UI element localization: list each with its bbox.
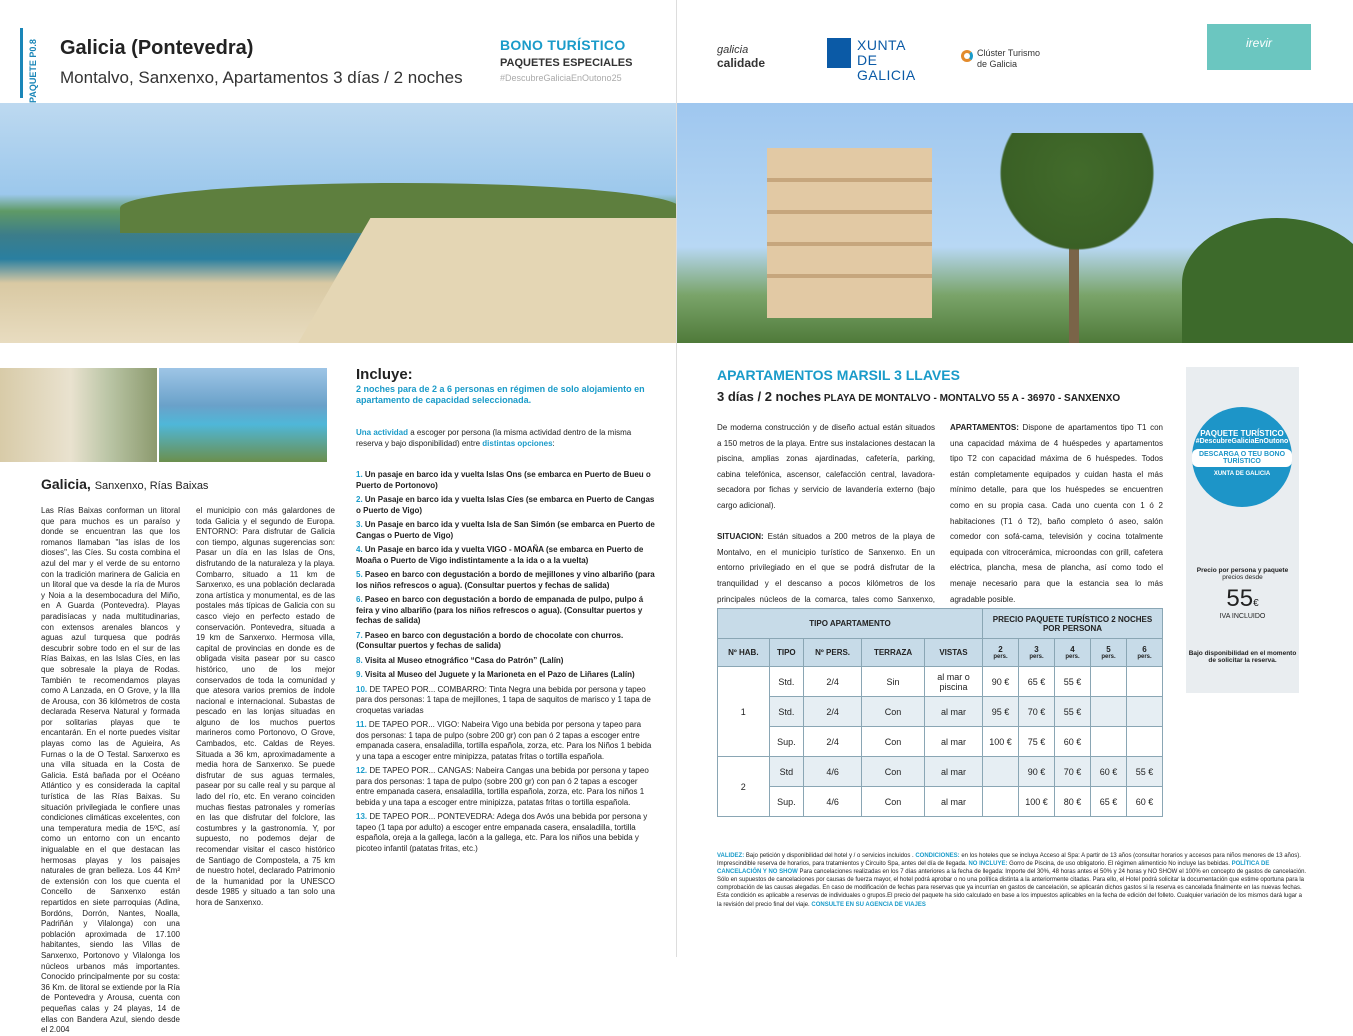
table-cell-price: 60 €: [1055, 727, 1091, 757]
hotel-photo: [677, 103, 1353, 343]
incluye-lead: 2 noches para de 2 a 6 personas en régimen de solo alojamiento en apartamento de capacidad seleccionada.: [356, 384, 645, 405]
table-cell-price: 70 €: [1019, 697, 1055, 727]
table-pers-header: 6 pers.: [1127, 639, 1163, 667]
table-cell-price: 100 €: [1019, 787, 1055, 817]
package-code: PAQUETE P0.8: [28, 39, 38, 103]
table-cell-vistas: al mar: [925, 727, 983, 757]
table-cell-price: 60 €: [1091, 757, 1127, 787]
activity-item: 8. Visita al Museo etnográfico “Casa do Patrón” (Lalín): [356, 655, 564, 665]
table-cell-hab: 2: [718, 757, 770, 817]
activity-item: 1. Un pasaje en barco ida y vuelta Islas Ons (se embarca en Puerto de Bueu o Puerto de Portonovo): [356, 470, 651, 490]
table-cell-price: 55 €: [1127, 757, 1163, 787]
table-cell-vistas: al mar: [925, 757, 983, 787]
table-cell-price: 75 €: [1019, 727, 1055, 757]
table-col-header: Nº PERS.: [804, 639, 862, 667]
bono-header: [500, 37, 632, 83]
bono-title: BONO TURÍSTICO: [500, 37, 626, 53]
activity-item: 4. Un Pasaje en barco ida y vuelta VIGO - MOAÑA (se embarca en Puerto de Moaña o Puerto de Vigo indistintamente a la ida o a la vuelta): [356, 545, 644, 565]
promo-sidebar: [1186, 367, 1299, 693]
table-cell-price: 70 €: [1055, 757, 1091, 787]
table-cell-price: 90 €: [1019, 757, 1055, 787]
table-cell-price: [983, 787, 1019, 817]
table-col-header: TERRAZA: [862, 639, 925, 667]
activities-list: [356, 470, 656, 858]
table-row: [718, 667, 1163, 697]
activity-item: 3. Un Pasaje en barco ida y vuelta Isla de San Simón (se embarca en Puerto de Cangas o Puerto de Vigo): [356, 520, 655, 540]
table-cell-pers: 2/4: [804, 697, 862, 727]
table-col-header: VISTAS: [925, 639, 983, 667]
pool-photo: [159, 368, 327, 462]
apartment-interior-photo: [0, 368, 157, 462]
table-cell-price: 80 €: [1055, 787, 1091, 817]
price-from-box: Precio por persona y paquete precios desde 55€ IVA INCLUIDO Bajo disponibilidad en el momento de solicitar la reserva.: [1188, 567, 1297, 664]
activity-item: 7. Paseo en barco con degustación a bordo de chocolate con churros. (Consultar puertos y fechas de salida): [356, 630, 624, 650]
table-col-header: Nº HAB.: [718, 639, 770, 667]
activity-item: 13. DE TAPEO POR... PONTEVEDRA: Adega dos Avós una bebida por persona y tapeo (1 tapa por adulto) a escoger entre empanada casera, ensaladilla, tortilla española, oreja a la gallega, lacón a la gallega, etc. Para los niños una bebida y picoteo infantil (patatas fritas, etc.): [356, 812, 648, 853]
bono-hashtag: #DescubreGaliciaEnOutono25: [500, 73, 622, 83]
table-cell-price: [1091, 667, 1127, 697]
table-cell-price: 60 €: [1127, 787, 1163, 817]
table-cell-terraza: Con: [862, 757, 925, 787]
table-cell-terraza: Con: [862, 697, 925, 727]
logo-cluster: Clúster Turismo de Galicia: [977, 48, 1040, 70]
table-row: [718, 697, 1163, 727]
table-cell-tipo: Std.: [769, 697, 803, 727]
table-row: [718, 727, 1163, 757]
beach-photo: [0, 103, 676, 343]
price-table: [717, 608, 1163, 817]
table-cell-vistas: al mar: [925, 697, 983, 727]
table-cell-terraza: Con: [862, 727, 925, 757]
table-col-header: TIPO: [769, 639, 803, 667]
activity-item: 6. Paseo en barco con degustación a bordo de empanada de pulpo, pulpo á feira y vino albariño (para los niños refrescos o agua). (Consultar puertos y fechas de salida): [356, 595, 644, 625]
description-column-1: Las Rías Baixas conforman un litoral que para muchos es un paraíso y donde se encuentran las que los romanos llamaban "las islas de los dioses", las Cíes. Su costa combina el azul del mar y el verde de su entorno con la tradición marinera de Galicia en un litoral que va desde la ría de Muros y Noia a la desembocadura del Miño, en A Guarda (Pontevedra). Playas paradisíacas y nada multitudinarias, con extensos arenales blancos y aguas azul turquesa que podrás descubrir sobre todo en el sur de las Rías Baixas, en las Islas Cíes, en las que sobresale la playa de Rodas. También te recomendamos playas como A Lanzada, en O Grove, y la Illa de Arousa, con 36 kilómetros de costa declarada Reserva Natural y formada por solitarias playas que te encantarán. En el norte puedes visitar playas como las de Aguieira, As Furnas o la de O Testal. Sanxenxo es una villa situada en la Costa de Galicia. Está bañada por el Océano Atlántico y es considerada la capital turística de las Rías Baixas. Su situación privilegiada le confiere unas condiciones climáticas excelentes, con una temperatura media de 15ºC, así como un entorno con un encanto inigualable en el que destacan las hermosas playas y los paisajes naturales de gran belleza. Los 44 Km² de extensión con los que cuenta el Concello de Sanxenxo están repartidos en siete parroquias (Adina, Bordóns, Dorrón, Nantes, Noalla, Padriñán y Vilalonga) con una población aproximada de 17.100 habitantes, siendo las Villas de Sanxenxo, Portonovo y Vilalonga los núcleos urbanos más importantes. Conocido principalmente por su costa: 36 Km. de litoral se extiende por la Ría de Pontevedra y Arousa, cuenta con pequeñas calas y 24 playas, 14 de ellas con Bandera Azul, siendo desde el 2.004: [41, 506, 180, 1035]
table-cell-price: 100 €: [983, 727, 1019, 757]
apartment-description: De moderna construcción y de diseño actual están situados a 150 metros de la playa. Entre sus instalaciones destacan la piscina, amplias zonas ajardinadas, cafetería, parking, cabina telefónica, ascensor, calefacción central, lavadora-secadora por fichas y servicio de lavandería externo (bajo cargo adicional). SITUACION: Están situados a 200 metros de la playa de Montalvo, en el municipio turístico de Sanxenxo. En un entorno privilegiado en el que se podrá disfrutar de la tranquilidad y el descanso a pocos kilómetros de los principales núcleos de la comarca, tales como Sanxenxo,: [717, 423, 935, 604]
right-page: galicia calidade XUNTA DE GALICIA Clúster Turismo de Galicia irevir APARTAMENTOS MARSIL 3 LLAVES 3 días / 2 noches PLAYA DE MONTALVO - MONTALVO 55 A - 36970 - SANXENXO De moderna construcción y de diseño actual están situados a 150 metros de la playa. Entre sus instalaciones destacan la piscina, amplias zonas ajardinadas, cafetería, parking, cabina telefónica, ascensor, calefacción central, lavadora-secadora por fichas y servicio de lavandería externo (bajo cargo adicional). SITUACION: Están situados a 200 metros de la playa de Montalvo, en el municipio turístico de Sanxenxo. En un entorno privilegiado en el que se podrá disfrutar de la tranquilidad y el descanso a pocos kilómetros de los principales núcleos de la comarca, tales como Sanxenxo, APARTAMENTOS: Dispone de apartamentos tipo T1 con una capacidad máxima de 4 huéspedes y apartamentos tipo T2 con capacidad máxima de 6 huéspedes. Todos están completamente equipados y cuidan hasta el más mínimo detalle, para que los huéspedes se encuentren como en su propia casa. Cada uno cuenta con 1 ó 2 habitaciones (T1 ó T2), baño completo ó aseo, salón comedor con sofá-cama, televisión y cocina totalmente equipada con vitrocerámica, microondas con grill, cafetera eléctrica, plancha, mesa de plancha, así como todo el menaje necesario para que la estancia sea lo más agradable posible. PAQUETE TURÍSTICO #DescubreGaliciaEnOutono DESCARGA O TEU BONO TURÍSTICO XUNTA DE GALICIA Precio por persona y paquete precios desde 55€ IVA INCLUIDO Bajo disponibilidad en el momento de solicitar la reserva. TIPO APARTAMENTO PRECIO PAQUETE TURÍSTICO 2 NOCHES POR PERSONA Nº HAB. TIPO Nº PERS. TERRAZA VISTAS 2 pers. 3 pers. 4 pers. 5 pers. 6 pers. 1 Std. 2/4 Sin al mar o piscina 90 € 65 € 55 € Std. 2/4 Con al mar 95 € 70 € 55 € Sup. 2/4 Con al mar 100 € 75 € 60 € 2 Std 4/6 Con al mar 90 € 70 € 60 € 55 € Sup. 4/6 Con al mar 100 € 80 € 65 € 60 € VALIDEZ: Bajo petición y disponibilidad del hotel y / o servicios incluidos . CONDICIONES: en los hoteles que se incluya Acceso al Spa: A partir de 13 años (consultar horarios y accesos para niños menores de 13 años). Imprescindible reserva de horarios, para tratamientos y Circuito Spa, antes del día de llegada. NO INCLUYE: Gorro de Piscina, de uso obligatorio. El régimen alimenticio No incluye las bebidas. POLÍTICA DE CANCELACIÓN Y NO SHOW Para cancelaciones realizadas en los 7 días anteriores a la fecha de llegada: Importe del 30%, 48 horas antes el 50% y 24 horas y NO SHOW el 100% en concepto de gastos de cancelación. Sólo en supuestos de cancelaciones por causas de fuerza mayor, el hotel podrá aprobar o no una política distinta a la anteriormente citadas. Para ello, el Hotel podrá solicitar la documentación que estime oportuna para la comprobación de las causas alegadas. En caso de modificación de fechas para reservas que ya incurrían en gastos de cancelación, se aplicarán dichos gastos si la reserva es cancelada finalmente en las nuevas fechas. Esta condición es aplicable a reservas de individuales o grupos.El precio del paquete ha sido calculado en base a los impuestos aplicables en la fecha de edición del folleto. Cualquier variación de los mismos dará lugar a la revisión del precio final del viaje. CONSULTE EN SU AGENCIA DE VIAJES: [677, 0, 1353, 957]
activity-item: 12. DE TAPEO POR... CANGAS: Nabeira Cangas una bebida por persona y tapeo para dos personas: 1 tapa de pulpo (sobre 200 gr) con pan ó 2 tapas a escoger entre empanada casera, ensaladilla, tortilla española, zorza, etc. Para los niños 1 bebida y una tapa a escoger entre minipizza, patatas fritas o tortilla española.: [356, 766, 649, 807]
table-row: [718, 757, 1163, 787]
table-header-tipo: TIPO APARTAMENTO: [718, 609, 983, 639]
apartment-subtitle: 3 días / 2 noches PLAYA DE MONTALVO - MONTALVO 55 A - 36970 - SANXENXO: [717, 389, 1121, 404]
table-pers-header: 2 pers.: [983, 639, 1019, 667]
table-cell-vistas: al mar o piscina: [925, 667, 983, 697]
table-pers-header: 5 pers.: [1091, 639, 1127, 667]
table-cell-price: 95 €: [983, 697, 1019, 727]
bono-badge: PAQUETE TURÍSTICO #DescubreGaliciaEnOutono DESCARGA O TEU BONO TURÍSTICO XUNTA DE GALICIA: [1192, 407, 1292, 507]
bono-subtitle: PAQUETES ESPECIALES: [500, 57, 633, 69]
table-cell-price: [1127, 727, 1163, 757]
activity-item: 9. Visita al Museo del Juguete y la Marioneta en el Pazo de Liñares (Lalín): [356, 670, 635, 679]
location-title: Galicia, Sanxenxo, Rías Baixas: [41, 476, 209, 492]
left-page: [0, 0, 676, 1035]
table-cell-hab: 1: [718, 667, 770, 757]
table-cell-price: [1127, 697, 1163, 727]
table-cell-pers: 2/4: [804, 667, 862, 697]
package-tab: [20, 28, 38, 103]
activity-item: 5. Paseo en barco con degustación a bordo de mejillones y vino albariño (para los niños refrescos o agua). (Consultar puertos y fechas de salida): [356, 570, 655, 590]
table-cell-price: 90 €: [983, 667, 1019, 697]
activity-item: 10. DE TAPEO POR... COMBARRO: Tinta Negra una bebida por persona y tapeo para dos personas: 1 tapa de mejillones, 1 tapa de saquitos de marisco y 1 tapa de croquetas variadas: [356, 684, 651, 715]
table-pers-header: 3 pers.: [1019, 639, 1055, 667]
table-cell-price: [983, 757, 1019, 787]
table-cell-tipo: Std.: [769, 667, 803, 697]
page-title: Galicia (Pontevedra): [60, 37, 254, 59]
activity-item: 11. DE TAPEO POR... VIGO: Nabeira Vigo una bebida por persona y tapeo para dos personas: 1 tapa de pulpo (sobre 200 gr) con pan ó 2 tapas a escoger entre empanada casera, ensaladilla, tortilla española, zorza, etc. Para los Niños 1 bebida y una tapa a escoger entre minipizza, patatas fritas o tortilla española.: [356, 720, 652, 761]
table-cell-pers: 4/6: [804, 787, 862, 817]
table-cell-tipo: Sup.: [769, 727, 803, 757]
actividad-intro: Una actividad a escoger por persona (la misma actividad dentro de la misma reserva y bajo disponibilidad) entre distintas opciones:: [356, 428, 632, 448]
logo-irevir: irevir: [1207, 24, 1311, 70]
apartment-features: APARTAMENTOS: Dispone de apartamentos tipo T1 con una capacidad máxima de 4 huéspedes y apartamentos tipo T2 con capacidad máxima de 6 huéspedes. Todos están completamente equipados y cuidan hasta el más mínimo detalle, para que los huéspedes se encuentren como en su propia casa. Cada uno cuenta con 1 ó 2 habitaciones (T1 ó T2), baño completo ó aseo, salón comedor con sofá-cama, televisión y cocina totalmente equipada con vitrocerámica, microondas con grill, cafetera eléctrica, plancha, mesa de plancha, así como todo el menaje necesario para que la estancia sea lo más agradable posible.: [950, 423, 1163, 604]
table-cell-tipo: Std: [769, 757, 803, 787]
description-column-2: el municipio con más galardones de toda Galicia y el segundo de Europa. ENTORNO: Para disfrutar de Galicia con tiempo, algunas sugerencias son: Pasar un día en las Islas de Ons, disfrutando de la naturaleza y la playa. Combarro, situado a 11 km de Sanxenxo, es una población declarada zona artística y monumental, es de las postales más típicas de Galicia con su casco viejo en perfecto estado de conservación. Pontevedra, situada a 19 km de Sanxenxo. Hermosa villa, capital de provincias en donde es de obligada visita pasear por su casco histórico, uno de los mejor conservados de toda la comunidad y que atesora varios premios de índole nacional e internacional. Subastas de pescado en las lonjas situadas en alguno de los muchos puertos marineros como Portonovo, O Grove, Cambados, etc. Caldas de Reyes. Situada a 36 km, aproximadamente a media hora de Sanxenxo. Se puede disfrutar de sus aguas termales, pasear por su calle real y su parque al lado del río, etc. En verano coinciden muchas fiestas patronales y romerías en las que disfrutar del folclore, las costumbres y la gastronomía. Y, por supuesto, no podemos dejar de recomendar visitar el casco histórico de Santiago de Compostela, a 75 km de nuestro hotel, declarado Patrimonio de la humanidad por la UNESCO desde 1985 y situado a tan solo una hora de Sanxenxo.: [196, 506, 335, 907]
table-cell-pers: 2/4: [804, 727, 862, 757]
table-cell-terraza: Con: [862, 787, 925, 817]
table-cell-price: [1091, 727, 1127, 757]
table-cell-vistas: al mar: [925, 787, 983, 817]
table-cell-price: 65 €: [1091, 787, 1127, 817]
table-pers-header: 4 pers.: [1055, 639, 1091, 667]
table-cell-price: 55 €: [1055, 697, 1091, 727]
table-cell-price: [1091, 697, 1127, 727]
table-cell-price: 65 €: [1019, 667, 1055, 697]
apartment-title: APARTAMENTOS MARSIL 3 LLAVES: [717, 367, 960, 383]
conditions-note: VALIDEZ: Bajo petición y disponibilidad del hotel y / o servicios incluidos . CONDICIONES: en los hoteles que se incluya Acceso al Spa: A partir de 13 años (consultar horarios y accesos para niños menores de 13 años). Imprescindible reserva de horarios, para tratamientos y Circuito Spa, antes del día de llegada. NO INCLUYE: Gorro de Piscina, de uso obligatorio. El régimen alimenticio No incluye las bebidas. POLÍTICA DE CANCELACIÓN Y NO SHOW Para cancelaciones realizadas en los 7 días anteriores a la fecha de llegada: Importe del 30%, 48 horas antes el 50% y 24 horas y NO SHOW el 100% en concepto de gastos de cancelación. Sólo en supuestos de cancelaciones por causas de fuerza mayor, el hotel podrá aprobar o no una política distinta a la anteriormente citadas. Para ello, el Hotel podrá solicitar la documentación que estime oportuna para la comprobación de las causas alegadas. En caso de modificación de fechas para reservas que ya incurrían en gastos de cancelación, se aplicarán dichos gastos si la reserva es cancelada finalmente en las nuevas fechas. Esta condición es aplicable a reservas de individuales o grupos.El precio del paquete ha sido calculado en base a los impuestos aplicables en la fecha de edición del folleto. Cualquier variación de los mismos dará lugar a la revisión del precio final del viaje. CONSULTE EN SU AGENCIA DE VIAJES: [717, 853, 1307, 908]
logo-galicia-calidade: galicia calidade: [717, 44, 766, 70]
activity-item: 2. Un Pasaje en barco ida y vuelta Islas Cíes (se embarca en Puerto de Cangas o Puerto de Vigo): [356, 495, 655, 515]
table-cell-terraza: Sin: [862, 667, 925, 697]
table-header-precio: PRECIO PAQUETE TURÍSTICO 2 NOCHES POR PERSONA: [983, 609, 1163, 639]
incluye-title: Incluye:: [356, 366, 413, 383]
table-row: [718, 787, 1163, 817]
table-cell-pers: 4/6: [804, 757, 862, 787]
table-cell-price: [1127, 667, 1163, 697]
page-subtitle: Montalvo, Sanxenxo, Apartamentos 3 días / 2 noches: [60, 68, 463, 87]
table-cell-price: 55 €: [1055, 667, 1091, 697]
table-cell-tipo: Sup.: [769, 787, 803, 817]
